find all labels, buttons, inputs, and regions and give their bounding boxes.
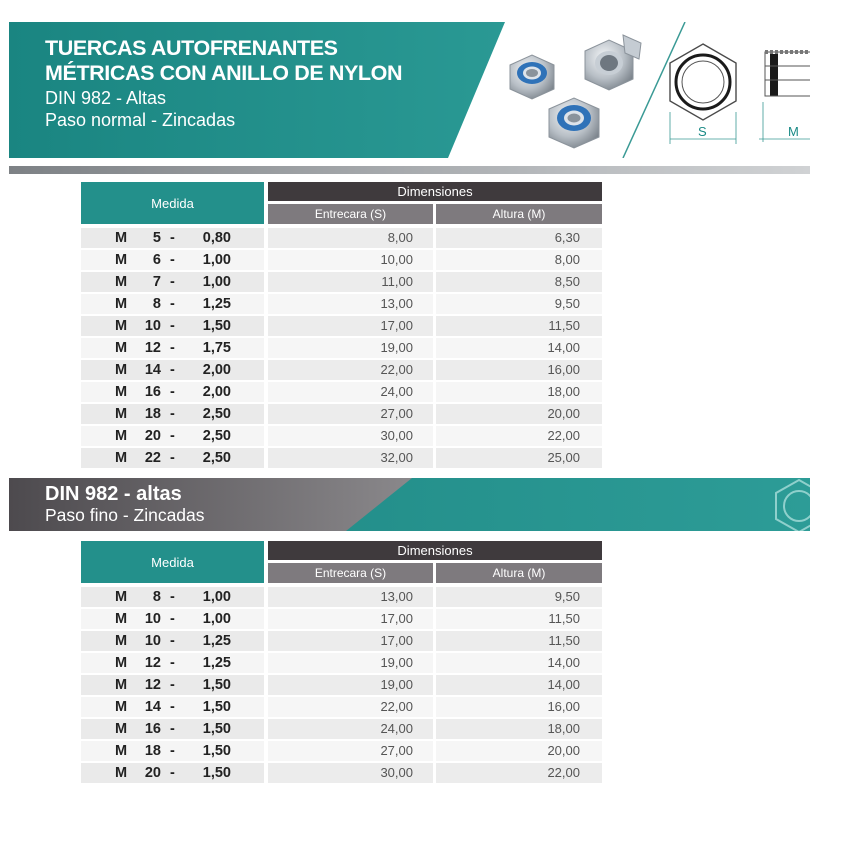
cell-size: 10 <box>144 633 161 649</box>
cell-entrecara: 30,00 <box>268 763 433 783</box>
header-altura: Altura (M) <box>436 204 602 224</box>
cell-entrecara: 13,00 <box>268 294 433 314</box>
cell-size: 16 <box>144 721 161 737</box>
cell-size: 6 <box>152 252 161 268</box>
diagram-label-s: S <box>698 124 707 139</box>
cell-dash: - <box>170 589 175 605</box>
cell-pitch: 1,00 <box>202 274 231 290</box>
cell-m: M <box>115 252 128 268</box>
table-row <box>81 718 603 740</box>
cell-altura: 9,50 <box>436 294 602 314</box>
cell-m: M <box>115 340 128 356</box>
cell-dash: - <box>170 362 175 378</box>
cell-size: 22 <box>144 450 161 466</box>
header-title-line2: MÉTRICAS CON ANILLO DE NYLON <box>45 61 403 85</box>
cell-entrecara: 19,00 <box>268 338 433 358</box>
table-row <box>81 447 603 469</box>
cell-pitch: 1,25 <box>202 655 231 671</box>
cell-size: 18 <box>144 406 161 422</box>
table-row <box>81 630 603 652</box>
cell-pitch: 2,50 <box>202 428 231 444</box>
cell-entrecara: 27,00 <box>268 741 433 761</box>
header-dimensiones: Dimensiones <box>268 182 602 201</box>
table-row <box>81 381 603 403</box>
cell-entrecara: 13,00 <box>268 587 433 607</box>
cell-size: 8 <box>152 589 161 605</box>
cell-m: M <box>115 589 128 605</box>
cell-dash: - <box>170 428 175 444</box>
table-paso-fino <box>81 541 603 784</box>
cell-dash: - <box>170 274 175 290</box>
cell-pitch: 2,50 <box>202 450 231 466</box>
cell-m: M <box>115 611 128 627</box>
table-row <box>81 608 603 630</box>
cell-entrecara: 24,00 <box>268 719 433 739</box>
cell-pitch: 1,50 <box>202 765 231 781</box>
cell-m: M <box>115 450 128 466</box>
table-row <box>81 696 603 718</box>
cell-dash: - <box>170 450 175 466</box>
cell-altura: 14,00 <box>436 653 602 673</box>
cell-pitch: 1,50 <box>202 699 231 715</box>
cell-entrecara: 19,00 <box>268 675 433 695</box>
cell-entrecara: 22,00 <box>268 360 433 380</box>
cell-size: 20 <box>144 765 161 781</box>
cell-pitch: 2,00 <box>202 384 231 400</box>
cell-pitch: 1,50 <box>202 743 231 759</box>
cell-entrecara: 19,00 <box>268 653 433 673</box>
cell-m: M <box>115 428 128 444</box>
cell-pitch: 0,80 <box>202 230 231 246</box>
cell-altura: 8,50 <box>436 272 602 292</box>
cell-size: 14 <box>144 699 161 715</box>
cell-pitch: 1,50 <box>202 721 231 737</box>
table-row <box>81 293 603 315</box>
cell-altura: 25,00 <box>436 448 602 468</box>
cell-altura: 20,00 <box>436 404 602 424</box>
cell-size: 8 <box>152 296 161 312</box>
table-header <box>81 541 603 583</box>
cell-dash: - <box>170 252 175 268</box>
cell-pitch: 1,25 <box>202 296 231 312</box>
section2-title: DIN 982 - altas <box>45 483 182 505</box>
header-standard: DIN 982 - Altas <box>45 88 167 108</box>
table-row <box>81 740 603 762</box>
cell-pitch: 1,00 <box>202 252 231 268</box>
cell-pitch: 2,50 <box>202 406 231 422</box>
cell-altura: 11,50 <box>436 316 602 336</box>
cell-altura: 11,50 <box>436 631 602 651</box>
cell-pitch: 2,00 <box>202 362 231 378</box>
header-entrecara: Entrecara (S) <box>268 563 433 583</box>
cell-altura: 9,50 <box>436 587 602 607</box>
cell-m: M <box>115 318 128 334</box>
cell-dash: - <box>170 677 175 693</box>
cell-altura: 20,00 <box>436 741 602 761</box>
cell-dash: - <box>170 318 175 334</box>
table-body <box>81 227 603 469</box>
cell-altura: 22,00 <box>436 763 602 783</box>
table-row <box>81 762 603 784</box>
table-paso-normal <box>81 182 603 469</box>
cell-size: 12 <box>144 340 161 356</box>
cell-size: 5 <box>152 230 161 246</box>
cell-m: M <box>115 677 128 693</box>
diagram-label-m: M <box>788 124 799 139</box>
header-altura: Altura (M) <box>436 563 602 583</box>
table-row <box>81 315 603 337</box>
cell-entrecara: 27,00 <box>268 404 433 424</box>
table-row <box>81 359 603 381</box>
section2-subtitle: Paso fino - Zincadas <box>45 505 205 525</box>
cell-m: M <box>115 743 128 759</box>
cell-m: M <box>115 296 128 312</box>
cell-altura: 14,00 <box>436 675 602 695</box>
table-row <box>81 227 603 249</box>
table-row <box>81 652 603 674</box>
cell-m: M <box>115 406 128 422</box>
cell-dash: - <box>170 406 175 422</box>
cell-m: M <box>115 633 128 649</box>
cell-entrecara: 11,00 <box>268 272 433 292</box>
cell-size: 20 <box>144 428 161 444</box>
table-row <box>81 337 603 359</box>
header-finish: Paso normal - Zincadas <box>45 110 236 130</box>
cell-m: M <box>115 655 128 671</box>
cell-dash: - <box>170 230 175 246</box>
header-medida: Medida <box>81 541 264 583</box>
cell-pitch: 1,25 <box>202 633 231 649</box>
cell-altura: 6,30 <box>436 228 602 248</box>
cell-dash: - <box>170 699 175 715</box>
cell-altura: 18,00 <box>436 382 602 402</box>
cell-pitch: 1,00 <box>202 589 231 605</box>
section2-title-block <box>45 483 205 526</box>
cell-m: M <box>115 765 128 781</box>
cell-dash: - <box>170 384 175 400</box>
cell-dash: - <box>170 340 175 356</box>
cell-m: M <box>115 699 128 715</box>
cell-entrecara: 17,00 <box>268 316 433 336</box>
cell-size: 10 <box>144 318 161 334</box>
cell-dash: - <box>170 633 175 649</box>
header-title-block <box>45 36 402 131</box>
table-header <box>81 182 603 224</box>
table-row <box>81 403 603 425</box>
table-body <box>81 586 603 784</box>
table-row <box>81 249 603 271</box>
cell-size: 16 <box>144 384 161 400</box>
header-banner <box>9 22 810 158</box>
cell-pitch: 1,50 <box>202 677 231 693</box>
cell-dash: - <box>170 721 175 737</box>
cell-pitch: 1,50 <box>202 318 231 334</box>
header-entrecara: Entrecara (S) <box>268 204 433 224</box>
cell-entrecara: 17,00 <box>268 609 433 629</box>
separator-bar <box>9 166 810 174</box>
cell-altura: 16,00 <box>436 697 602 717</box>
table-row <box>81 425 603 447</box>
cell-m: M <box>115 384 128 400</box>
cell-pitch: 1,75 <box>202 340 231 356</box>
cell-size: 7 <box>152 274 161 290</box>
header-dimensiones: Dimensiones <box>268 541 602 560</box>
cell-altura: 18,00 <box>436 719 602 739</box>
header-title-line1: TUERCAS AUTOFRENANTES <box>45 36 338 60</box>
cell-dash: - <box>170 743 175 759</box>
cell-dash: - <box>170 611 175 627</box>
cell-entrecara: 10,00 <box>268 250 433 270</box>
cell-dash: - <box>170 655 175 671</box>
cell-entrecara: 8,00 <box>268 228 433 248</box>
cell-size: 14 <box>144 362 161 378</box>
cell-entrecara: 17,00 <box>268 631 433 651</box>
cell-m: M <box>115 274 128 290</box>
table-row <box>81 271 603 293</box>
cell-altura: 11,50 <box>436 609 602 629</box>
cell-altura: 16,00 <box>436 360 602 380</box>
cell-size: 12 <box>144 677 161 693</box>
cell-pitch: 1,00 <box>202 611 231 627</box>
cell-size: 10 <box>144 611 161 627</box>
cell-altura: 8,00 <box>436 250 602 270</box>
cell-entrecara: 32,00 <box>268 448 433 468</box>
cell-altura: 22,00 <box>436 426 602 446</box>
cell-altura: 14,00 <box>436 338 602 358</box>
cell-entrecara: 22,00 <box>268 697 433 717</box>
cell-m: M <box>115 721 128 737</box>
table-row <box>81 586 603 608</box>
table-row <box>81 674 603 696</box>
cell-m: M <box>115 362 128 378</box>
cell-dash: - <box>170 296 175 312</box>
cell-entrecara: 30,00 <box>268 426 433 446</box>
cell-size: 12 <box>144 655 161 671</box>
section2-banner <box>9 478 810 531</box>
cell-m: M <box>115 230 128 246</box>
cell-entrecara: 24,00 <box>268 382 433 402</box>
cell-dash: - <box>170 765 175 781</box>
header-medida: Medida <box>81 182 264 224</box>
cell-size: 18 <box>144 743 161 759</box>
